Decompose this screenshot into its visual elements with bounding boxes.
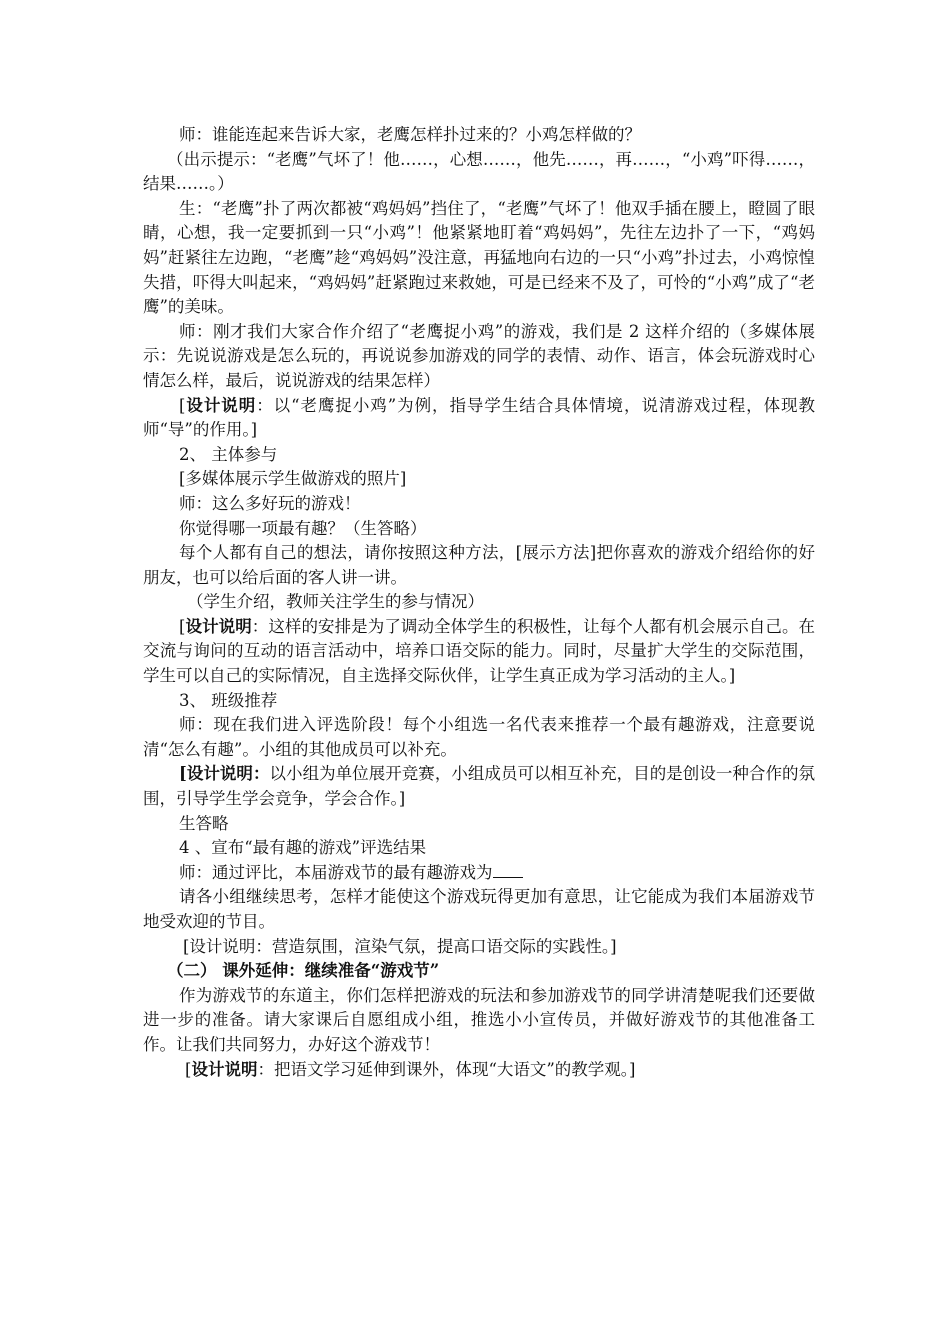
paragraph: 师：刚才我们大家合作介绍了“老鹰捉小鸡”的游戏，我们是 2 这样介绍的（多媒体展示：先说说游戏是怎么玩的，再说说参加游戏的同学的表情、动作、语言，体会玩游戏时心情怎么样，最后，说说游戏的结果怎样） <box>143 321 815 390</box>
paragraph: 作为游戏节的东道主，你们怎样把游戏的玩法和参加游戏节的同学讲清楚呢我们还要做进一步的准备。请大家课后自愿组成小组，推选小小宣传员，并做好游戏节的其他准备工作。让我们共同努力，办好这个游戏节！ <box>143 985 815 1054</box>
design-note: [设计说明：以小组为单位展开竞赛，小组成员可以相互补充，目的是创设一种合作的氛围，引导学生学会竞争，学会合作。] <box>143 764 815 809</box>
section-heading: 4 、宣布“最有趣的游戏”评选结果 <box>179 838 427 858</box>
paragraph: （学生介绍，教师关注学生的参与情况） <box>187 592 484 612</box>
paragraph: 师：通过评比，本届游戏节的最有趣游戏为 <box>143 861 815 886</box>
document-body <box>143 123 815 1082</box>
design-note: [设计说明：把语文学习延伸到课外，体现“大语文”的教学观。] <box>185 1059 636 1079</box>
paragraph: 请各小组继续思考，怎样才能使这个游戏玩得更加有意思，让它能成为我们本届游戏节地受欢迎的节目。 <box>143 887 815 931</box>
paragraph: 每个人都有自己的想法，请你按照这种方法，[展示方法]把你喜欢的游戏介绍给你的好朋友，也可以给后面的客人讲一讲。 <box>143 543 815 587</box>
design-note: [设计说明：以“老鹰捉小鸡”为例，指导学生结合具体情境，说清游戏过程，体现教师“导”的作用。] <box>143 395 816 440</box>
paragraph: （出示提示：“老鹰”气坏了！他……，心想……，他先……，再……，“小鸡”吓得……，结果……。） <box>143 149 815 194</box>
section-heading: 2、 主体参与 <box>179 444 278 464</box>
answer-blank <box>493 877 523 878</box>
paragraph: 生答略 <box>179 813 229 833</box>
paragraph: [多媒体展示学生做游戏的照片] <box>179 469 407 489</box>
paragraph: 师：现在我们进入评选阶段！每个小组选一名代表来推荐一个最有趣游戏，注意要说清“怎么有趣”。小组的其他成员可以补充。 <box>143 715 815 759</box>
section-heading: （二） 课外延伸：继续准备“游戏节” <box>167 961 440 981</box>
section-heading: 3、 班级推荐 <box>179 690 278 710</box>
design-note: [设计说明：营造氛围，渲染气氛，提高口语交际的实践性。] <box>183 936 617 956</box>
paragraph: 师：谁能连起来告诉大家，老鹰怎样扑过来的？小鸡怎样做的？ <box>179 125 641 144</box>
paragraph: 师：这么多好玩的游戏！ <box>179 493 361 513</box>
paragraph: 你觉得哪一项最有趣？（生答略） <box>179 518 427 538</box>
design-note: [设计说明：这样的安排是为了调动全体学生的积极性，让每个人都有机会展示自己。在交流与询问的互动的语言活动中，培养口语交际的能力。同时，尽量扩大学生的交际范围，学生可以自己的实际情况，自主选择交际伙伴，让学生真正成为学习活动的主人。] <box>143 616 816 686</box>
paragraph: 生：“老鹰”扑了两次都被“鸡妈妈”挡住了，“老鹰”气坏了！他双手插在腰上，瞪圆了眼睛，心想，我一定要抓到一只“小鸡”！他紧紧地盯着“鸡妈妈”，先往左边扑了一下，“鸡妈妈”赶紧往左边跑，“老鹰”趁“鸡妈妈”没注意，再猛地向右边的一只“小鸡”扑过去，小鸡惊惶失措，吓得大叫起来，“鸡妈妈”赶紧跑过来救她，可是已经来不及了，可怜的“小鸡”成了“老鹰”的美味。 <box>143 198 815 317</box>
